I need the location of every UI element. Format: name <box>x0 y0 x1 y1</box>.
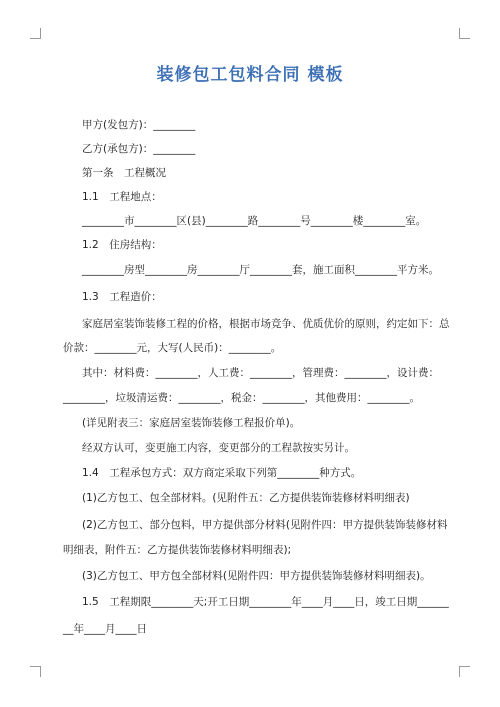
attachment-note: (详见附表三：家庭居室装饰装修工程报价单)。 <box>82 417 301 429</box>
party-b-line: 乙方(承包方)：________ <box>82 143 196 155</box>
price-paragraph-line-2: 价款：________元，大写(人民币)：________。 <box>63 342 282 354</box>
section-heading: 第一条 工程概况 <box>82 167 166 179</box>
clause-1-1: 1.1 工程地点： <box>82 191 162 203</box>
option-3: (3)乙方包工、甲方包全部材料(见附件四：甲方提供装饰装修材料明细表)。 <box>82 570 431 582</box>
option-2-line-1: (2)乙方包工、部分包料，甲方提供部分材料(见附件四：甲方提供装饰装修材料 <box>82 519 448 531</box>
corner-mark-bottom-right <box>459 666 470 677</box>
corner-mark-top-right <box>459 28 470 39</box>
party-a-line: 甲方(发包方)：________ <box>82 119 196 131</box>
clause-1-5-line-1: 1.5 工程期限________天;开工日期________年____月____日，竣工日期______ <box>82 596 449 608</box>
cost-breakdown-line-1: 其中：材料费：________，人工费：________，管理费：________，设计费： <box>82 367 439 379</box>
option-2-line-2: 明细表，附件五：乙方提供装饰装修材料明细表); <box>63 544 292 556</box>
clause-1-3: 1.3 工程造价： <box>82 291 162 303</box>
document-title: 装修包工包料合同 模板 <box>156 65 344 85</box>
cost-breakdown-line-2: ________，垃圾清运费：________，税金：________，其他费用：________。 <box>63 392 420 404</box>
structure-line: ________房型________房________厅________套，施工面积________平方米。 <box>82 264 439 276</box>
clause-1-2: 1.2 住房结构： <box>82 239 162 251</box>
price-paragraph-line-1: 家庭居室装饰装修工程的价格，根据市场竞争、优质优价的原则，约定如下：总 <box>82 318 450 330</box>
address-line: ________市________区(县)________路________号________楼________室。 <box>82 215 427 227</box>
option-1: (1)乙方包工、包全部材料。(见附件五：乙方提供装饰装修材料明细表) <box>82 492 410 504</box>
clause-1-5-line-2: __年____月____日 <box>63 623 147 635</box>
change-note: 经双方认可，变更施工内容，变更部分的工程款按实另计。 <box>82 442 355 454</box>
clause-1-4: 1.4 工程承包方式：双方商定采取下列第________种方式。 <box>82 467 362 479</box>
corner-mark-top-left <box>30 28 41 39</box>
corner-mark-bottom-left <box>30 666 41 677</box>
